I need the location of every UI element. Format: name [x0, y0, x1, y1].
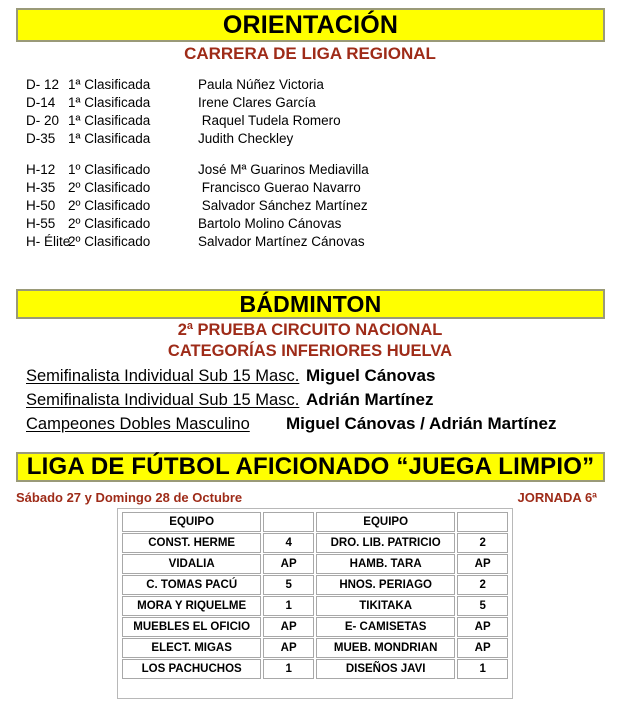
result-row: [0, 94, 620, 112]
home-team: VIDALIA: [122, 554, 261, 574]
result-position: 1ª Clasificada: [68, 77, 151, 92]
result-category: D-35: [26, 131, 56, 146]
result-athlete-name: Francisco Guerao Navarro: [198, 180, 361, 195]
result-row: [0, 179, 620, 197]
result-position: 2º Clasificado: [68, 198, 151, 213]
result-position: 2º Clasificado: [68, 234, 151, 249]
result-athlete-name: Salvador Martínez Cánovas: [198, 234, 365, 249]
home-score: 1: [263, 596, 314, 616]
result-category: H-55: [26, 216, 56, 231]
result-athlete-name: Bartolo Molino Cánovas: [198, 216, 342, 231]
result-category: H-50: [26, 198, 56, 213]
fixtures-table-container: [117, 508, 513, 699]
result-category: D- 20: [26, 113, 60, 128]
away-team: TIKITAKA: [316, 596, 455, 616]
home-team: LOS PACHUCHOS: [122, 659, 261, 679]
badminton-title: BÁDMINTON: [239, 290, 382, 317]
badminton-result-row: [0, 388, 620, 412]
table-row: [122, 617, 508, 637]
result-athlete-name: Salvador Sánchez Martínez: [198, 198, 368, 213]
badminton-result-label: Semifinalista Individual Sub 15 Masc.: [26, 367, 300, 385]
orientacion-title: ORIENTACIÓN: [222, 10, 399, 39]
home-team: C. TOMAS PACÚ: [122, 575, 261, 595]
orientacion-banner: [16, 8, 605, 42]
home-score: 4: [263, 533, 314, 553]
result-row: [0, 215, 620, 233]
badminton-result-value: Miguel Cánovas / Adrián Martínez: [286, 414, 557, 433]
header-home-team: EQUIPO: [122, 512, 261, 532]
table-row: [122, 596, 508, 616]
result-category: D-14: [26, 95, 56, 110]
home-score: AP: [263, 617, 314, 637]
futbol-banner: [16, 452, 605, 482]
table-row: [122, 554, 508, 574]
table-row: [122, 638, 508, 658]
badminton-result-value: Adrián Martínez: [306, 390, 434, 409]
result-category: D- 12: [26, 77, 60, 92]
badminton-result-row: [0, 412, 620, 436]
away-score: 2: [457, 575, 508, 595]
away-team: DISEÑOS JAVI: [316, 659, 455, 679]
badminton-subtitle-line1: 2ª PRUEBA CIRCUITO NACIONAL: [177, 321, 443, 339]
home-score: 5: [263, 575, 314, 595]
away-score: 1: [457, 659, 508, 679]
result-row: [0, 76, 620, 94]
badminton-subtitle-line2: CATEGORÍAS INFERIORES HUELVA: [167, 342, 453, 360]
away-team: DRO. LIB. PATRICIO: [316, 533, 455, 553]
home-score: AP: [263, 554, 314, 574]
table-row: [122, 575, 508, 595]
table-row: [122, 533, 508, 553]
result-position: 2º Clasificado: [68, 216, 151, 231]
fixtures-table: [120, 511, 510, 680]
away-team: E- CAMISETAS: [316, 617, 455, 637]
badminton-banner: [16, 289, 605, 319]
home-score: 1: [263, 659, 314, 679]
futbol-meta-line: [16, 490, 605, 505]
result-row: [0, 112, 620, 130]
fixtures-header-row: [122, 512, 508, 532]
header-away-score: [457, 512, 508, 532]
result-row: [0, 161, 620, 179]
header-home-score: [263, 512, 314, 532]
away-team: HAMB. TARA: [316, 554, 455, 574]
away-score: 2: [457, 533, 508, 553]
badminton-results: [0, 364, 620, 436]
badminton-result-label: Semifinalista Individual Sub 15 Masc.: [26, 391, 300, 409]
result-position: 1ª Clasificada: [68, 131, 151, 146]
result-position: 2º Clasificado: [68, 180, 151, 195]
home-team: ELECT. MIGAS: [122, 638, 261, 658]
result-athlete-name: Paula Núñez Victoria: [198, 77, 324, 92]
table-row: [122, 659, 508, 679]
badminton-result-value: Miguel Cánovas: [306, 366, 436, 385]
result-row: [0, 233, 620, 251]
away-team: HNOS. PERIAGO: [316, 575, 455, 595]
away-team: MUEB. MONDRIAN: [316, 638, 455, 658]
result-position: 1ª Clasificada: [68, 95, 151, 110]
header-away-team: EQUIPO: [316, 512, 455, 532]
home-team: MUEBLES EL OFICIO: [122, 617, 261, 637]
result-row: [0, 130, 620, 148]
result-category: H- Élite: [26, 234, 71, 249]
orientacion-subtitle: CARRERA DE LIGA REGIONAL: [184, 44, 436, 63]
away-score: AP: [457, 638, 508, 658]
result-position: 1º Clasificado: [68, 162, 151, 177]
result-athlete-name: Judith Checkley: [198, 131, 294, 146]
home-team: MORA Y RIQUELME: [122, 596, 261, 616]
badminton-result-row: [0, 364, 620, 388]
orientacion-male-results: [0, 161, 620, 251]
home-score: AP: [263, 638, 314, 658]
futbol-title: LIGA DE FÚTBOL AFICIONADO “JUEGA LIMPIO”: [26, 453, 595, 480]
result-athlete-name: Raquel Tudela Romero: [198, 113, 341, 128]
futbol-date: Sábado 27 y Domingo 28 de Octubre: [16, 490, 243, 505]
away-score: AP: [457, 617, 508, 637]
away-score: 5: [457, 596, 508, 616]
result-row: [0, 197, 620, 215]
away-score: AP: [457, 554, 508, 574]
orientacion-female-results: [0, 76, 620, 148]
badminton-result-label: Campeones Dobles Masculino: [26, 415, 250, 433]
home-team: CONST. HERME: [122, 533, 261, 553]
result-athlete-name: José Mª Guarinos Mediavilla: [198, 162, 369, 177]
result-category: H-12: [26, 162, 56, 177]
result-category: H-35: [26, 180, 56, 195]
futbol-jornada: JORNADA 6ª: [517, 490, 597, 505]
result-athlete-name: Irene Clares García: [198, 95, 316, 110]
result-position: 1ª Clasificada: [68, 113, 151, 128]
